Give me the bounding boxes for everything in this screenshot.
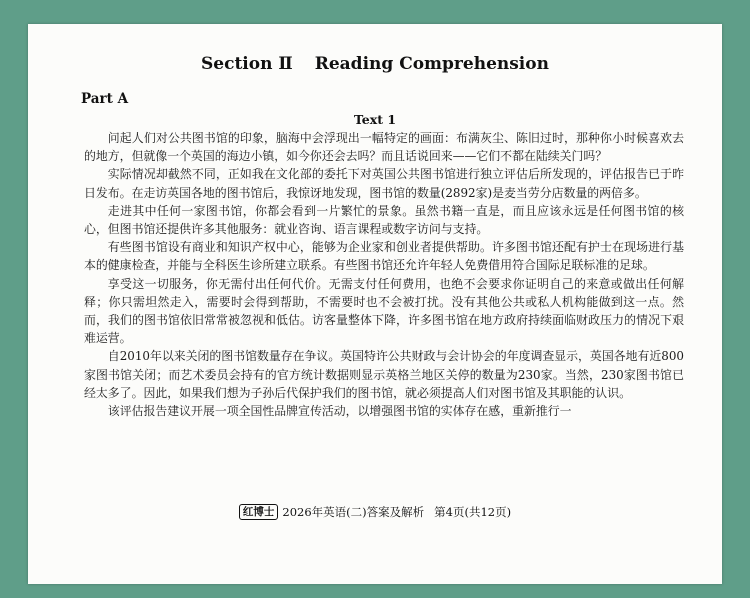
page-footer xyxy=(28,504,722,520)
paragraph-1: 问起人们对公共图书馆的印象，脑海中会浮现出一幅特定的画面：布满灰尘、陈旧过时，那种你小时候喜欢去的地方，但就像一个英国的海边小镇，如今你还会去吗？而且话说回来——它们不都在陆续关门吗？ xyxy=(84,131,684,164)
section-label: Section Ⅱ xyxy=(201,54,293,74)
paragraph-6: 自2010年以来关闭的图书馆数量存在争议。英国特许公共财政与会计协会的年度调查显示，英国各地有近800家图书馆关闭；而艺术委员会持有的官方统计数据则显示英格兰地区关停的数量为230家。当然，230家图书馆已经太多了。因此，如果我们想为子孙后代保护我们的图书馆，就必须提高人们对图书馆及其职能的认识。 xyxy=(84,349,684,400)
paragraph-7: 该评估报告建议开展一项全国性品牌宣传活动，以增强图书馆的实体存在感，重新推行一 xyxy=(107,404,572,419)
paragraph-5: 享受这一切服务，你无需付出任何代价。无需支付任何费用，也绝不会要求你证明自己的来意或做出任何解释；你只需坦然走入，需要时会得到帮助，不需要时也不会被打扰。没有其他公共或私人机构能做到这一点。然而，我们的图书馆依旧常常被忽视和低估。访客量整体下降，许多图书馆在地方政府持续面临财政压力的情况下艰难运营。 xyxy=(84,276,684,346)
text-label: Text 1 xyxy=(353,112,397,127)
part-label: Part A xyxy=(81,91,129,107)
footer-page-number: 第4页(共12页) xyxy=(434,505,512,519)
footer-exam-title: 2026年英语(二)答案及解析 xyxy=(282,505,425,519)
section-title-text: Reading Comprehension xyxy=(314,54,549,74)
paragraph-4: 有些图书馆设有商业和知识产权中心，能够为企业家和创业者提供帮助。许多图书馆还配有护士在现场进行基本的健康检查，并能与全科医生诊所建立联系。有些图书馆还允许年轻人免费借用符合国际足联标准的足球。 xyxy=(84,240,684,273)
section-heading xyxy=(28,54,722,74)
translation-body xyxy=(84,129,684,420)
document-page xyxy=(28,24,722,584)
paragraph-2: 实际情况却截然不同，正如我在文化部的委托下对英国公共图书馆进行独立评估后所发现的，评估报告已于昨日发布。在走访英国各地的图书馆后，我惊讶地发现，图书馆的数量(2892家)是麦当劳分店数量的两倍多。 xyxy=(84,167,684,200)
publisher-logo: 红博士 xyxy=(239,504,279,520)
paragraph-3: 走进其中任何一家图书馆，你都会看到一片繁忙的景象。虽然书籍一直是，而且应该永远是任何图书馆的核心，但图书馆还提供许多其他服务：就业咨询、语言课程或数字访问与支持。 xyxy=(84,203,684,237)
